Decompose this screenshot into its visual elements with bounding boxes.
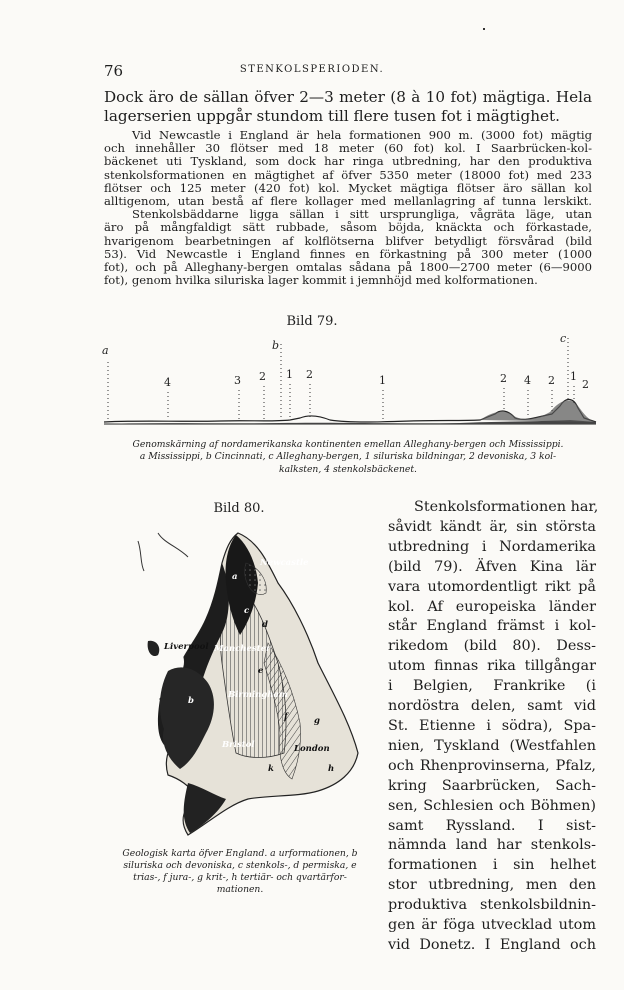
map-key-d: d bbox=[262, 620, 268, 630]
map-key-b: b bbox=[188, 696, 194, 706]
text-line: Dock äro de sällan öfver 2—3 meter (8 à 10 fot) mägtiga. Hela bbox=[104, 88, 592, 106]
text-line: formationen i sin helhet bbox=[388, 857, 596, 874]
ink-speck bbox=[483, 28, 485, 30]
text-line: hvarigenom bearbetningen af kolflötserna blifver betydligt försvårad (bild bbox=[104, 234, 592, 248]
text-line: alltigenom, utan bestå af flere kollager med mellanlagring af tunna lerskikt. bbox=[104, 195, 592, 209]
text-line: Stenkolsbäddarne ligga sällan i sitt ursprungliga, vågräta läge, utan bbox=[132, 208, 592, 222]
text-line: stor utbredning, men den bbox=[388, 877, 596, 894]
map-key-h: h bbox=[328, 764, 335, 774]
text-line: kring Saarbrücken, Sach- bbox=[388, 777, 596, 794]
map-key-k: k bbox=[268, 764, 274, 774]
map-key-f: f bbox=[284, 712, 288, 722]
paragraph-2 bbox=[104, 129, 592, 287]
figure-80-title: Bild 80. bbox=[213, 501, 265, 516]
cross-section-figure bbox=[100, 336, 600, 436]
label-a: a bbox=[102, 344, 109, 357]
label-b: b bbox=[272, 339, 280, 352]
text-line: i Belgien, Frankrike (i bbox=[388, 678, 596, 695]
text-line: kol. Af europeiska länder bbox=[388, 598, 596, 615]
section-hill bbox=[480, 400, 596, 422]
text-line: Vid Newcastle i England är hela formationen 900 m. (3000 fot) mägtig bbox=[132, 129, 592, 142]
map-island bbox=[148, 641, 160, 656]
text-line: bäckenet uti Tyskland, som dock har ringa utbredning, har den produktiva bbox=[104, 155, 592, 169]
map-label-liverpool: Liverpool bbox=[164, 642, 209, 652]
map-key-c: c bbox=[244, 606, 250, 616]
map-label-newcastle: Newcastle bbox=[260, 558, 309, 568]
map-key-a: a bbox=[232, 572, 238, 582]
text-line: flötser och 125 meter (420 fot) kol. Mycket mägtiga flötser äro sällan kol bbox=[104, 181, 592, 195]
caption-line: kalksten, 4 stenkolsbäckenet. bbox=[279, 463, 417, 475]
text-line: nien, Tyskland (Westfahlen bbox=[388, 737, 596, 754]
caption-line: mationen. bbox=[216, 884, 264, 895]
caption-line: Geologisk karta öfver England. a urformationen, b bbox=[122, 848, 358, 859]
label-2: 2 bbox=[500, 372, 507, 385]
label-1: 1 bbox=[570, 370, 577, 383]
text-line: nordöstra delen, samt vid bbox=[388, 698, 596, 715]
label-4: 4 bbox=[524, 374, 531, 387]
caption-line: a Mississippi, b Cincinnati, c Alleghany-bergen, 1 siluriska bildningar, 2 devoniska, 3 kol- bbox=[139, 451, 557, 463]
text-line: samt Ryssland. I sist- bbox=[388, 817, 596, 834]
label-1: 1 bbox=[379, 374, 386, 387]
running-head: STENKOLSPERIODEN. bbox=[239, 64, 385, 75]
label-4: 4 bbox=[164, 376, 171, 389]
text-line: stenkolsformationen en mägtighet af öfver 5350 meter (18000 fot) med 233 bbox=[104, 168, 592, 182]
text-line: nämnda land har stenkols- bbox=[388, 837, 596, 854]
text-line: utbredning i Nordamerika bbox=[388, 538, 596, 555]
text-line: fot), genom hvilka siluriska lager kommit i jemnhöjd med kolformationen. bbox=[104, 274, 538, 288]
label-2: 2 bbox=[306, 368, 313, 381]
text-line: utom finnas rika tillgångar bbox=[388, 658, 596, 675]
text-line: sen, Schlesien och Böhmen) bbox=[388, 797, 596, 814]
map-key-e: e bbox=[258, 666, 264, 676]
text-line: och innehåller 30 flötser med 18 meter (60 fot) kol. I Saarbrücken-kol- bbox=[104, 142, 592, 156]
caption-line: siluriska och devoniska, c stenkols-, d permiska, e bbox=[123, 860, 357, 871]
text-line: lagerserien uppgår stundom till flere tusen fot i mägtighet. bbox=[104, 107, 560, 125]
text-line: äro på mångfaldigt sätt rubbade, såsom böjda, knäckta och förkastade, bbox=[104, 221, 592, 235]
map-label-london: London bbox=[294, 744, 330, 754]
label-2: 2 bbox=[548, 374, 555, 387]
text-line: vara utomordentligt rikt på bbox=[388, 578, 596, 595]
caption-line: Genomskärning af nordamerikanska kontinenten emellan Alleghany-bergen och Mississippi. bbox=[132, 439, 564, 450]
label-2: 2 bbox=[582, 378, 589, 391]
figure-79-title: Bild 79. bbox=[286, 314, 338, 329]
text-line: Stenkolsformationen har, bbox=[414, 499, 599, 515]
text-line: rikedom (bild 80). Dess- bbox=[388, 638, 596, 655]
section-strata bbox=[104, 399, 596, 422]
paragraph-1 bbox=[104, 88, 592, 126]
text-line: (bild 79). Äfven Kina lär bbox=[388, 558, 596, 575]
label-2: 2 bbox=[259, 370, 266, 383]
text-line: vid Donetz. I England och bbox=[388, 936, 596, 953]
text-line: står England främst i kol- bbox=[388, 618, 596, 635]
geological-map bbox=[118, 523, 368, 841]
map-coast-north bbox=[138, 533, 188, 571]
label-1: 1 bbox=[286, 368, 293, 381]
label-c: c bbox=[560, 336, 567, 345]
caption-line: trias-, f jura-, g krit-, h tertiär- och qvartärfor- bbox=[133, 872, 347, 883]
right-column-text bbox=[388, 498, 599, 956]
page-number: 76 bbox=[104, 62, 124, 80]
map-label-manchester: Manchester bbox=[214, 644, 271, 654]
figure-80-caption bbox=[104, 848, 376, 896]
text-line: såvidt kändt är, sin största bbox=[388, 518, 596, 535]
text-line: och Rhenprovinserna, Pfalz, bbox=[388, 757, 596, 774]
map-key-g: g bbox=[314, 716, 320, 726]
text-line: produktiva stenkolsbildnin- bbox=[388, 897, 596, 914]
text-line: 53). Vid Newcastle i England finnes en förkastning på 300 meter (1000 bbox=[104, 247, 592, 261]
label-3: 3 bbox=[234, 374, 241, 387]
figure-79-caption bbox=[104, 439, 592, 476]
text-line: St. Etienne i södra), Spa- bbox=[388, 717, 596, 734]
text-line: gen är föga utvecklad utom bbox=[388, 917, 596, 934]
text-line: fot), och på Alleghany-bergen omtalas sådana på 1800—2700 meter (6—9000 bbox=[104, 261, 592, 275]
map-label-bristol: Bristol bbox=[222, 740, 255, 750]
map-label-birmingham: Birmingham bbox=[228, 690, 288, 700]
